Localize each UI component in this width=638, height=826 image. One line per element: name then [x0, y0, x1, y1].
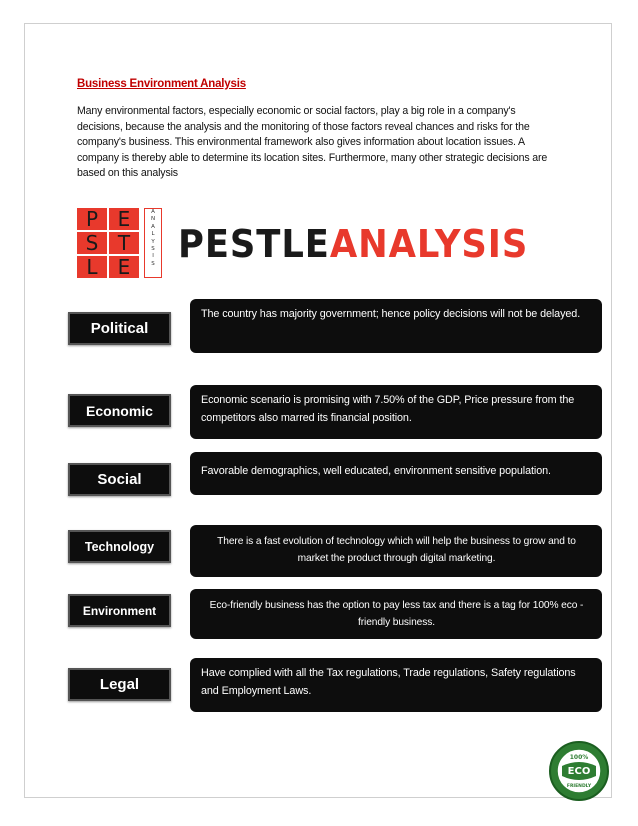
seal-friendly: FRIENDLY: [566, 784, 592, 789]
logo-analysis-strip: [144, 208, 162, 278]
strip-letter: S: [151, 246, 155, 253]
logo-title-analysis: ANALYSIS: [329, 222, 529, 266]
desc-technology: There is a fast evolution of technology which will help the business to grow and to market the product through digital marketing.: [190, 525, 602, 577]
desc-economic: Economic scenario is promising with 7.50% of the GDP, Price pressure from the competitors also marred its financial position.: [190, 385, 602, 439]
label-political: Political: [68, 312, 171, 345]
intro-paragraph: Many environmental factors, especially economic or social factors, play a big role in a company's decisions, because the analysis and the monitoring of those factors reveal chances and risks for the company's business. This environmental framework also gives information about location issues. A company is thereby able to determine its location sites. Furthermore, many other strategic decisions are based on this analysis: [77, 105, 548, 179]
logo-title-pestle: PESTLE: [178, 222, 330, 266]
page-heading: Business Environment Analysis: [77, 78, 246, 90]
strip-letter: L: [151, 231, 155, 238]
label-economic: Economic: [68, 394, 171, 427]
seal-percent: 100%: [569, 754, 589, 761]
logo-cell-p: P: [77, 208, 107, 230]
eco-friendly-seal-icon: [548, 740, 610, 802]
label-legal: Legal: [68, 668, 171, 701]
strip-letter: S: [151, 260, 155, 267]
logo-cell-e2: E: [109, 256, 139, 278]
logo-cell-e: E: [109, 208, 139, 230]
logo-cell-s: S: [77, 232, 107, 254]
pestle-logo-grid: [77, 208, 139, 278]
label-technology: Technology: [68, 530, 171, 563]
desc-political: The country has majority government; hence policy decisions will not be delayed.: [190, 299, 602, 353]
strip-letter: I: [152, 253, 154, 260]
logo-cell-l: L: [77, 256, 107, 278]
logo-title: [178, 222, 528, 266]
label-environment: Environment: [68, 594, 171, 627]
logo-cell-t: T: [109, 232, 139, 254]
desc-legal: Have complied with all the Tax regulations, Trade regulations, Safety regulations and Employment Laws.: [190, 658, 602, 712]
seal-eco: ECO: [567, 766, 591, 777]
strip-letter: A: [151, 223, 155, 230]
strip-letter: A: [151, 209, 155, 215]
label-social: Social: [68, 463, 171, 496]
strip-letter: Y: [151, 238, 155, 245]
desc-social: Favorable demographics, well educated, environment sensitive population.: [190, 452, 602, 495]
desc-environment: Eco-friendly business has the option to pay less tax and there is a tag for 100% eco -friendly business.: [190, 589, 602, 639]
strip-letter: N: [150, 216, 156, 223]
